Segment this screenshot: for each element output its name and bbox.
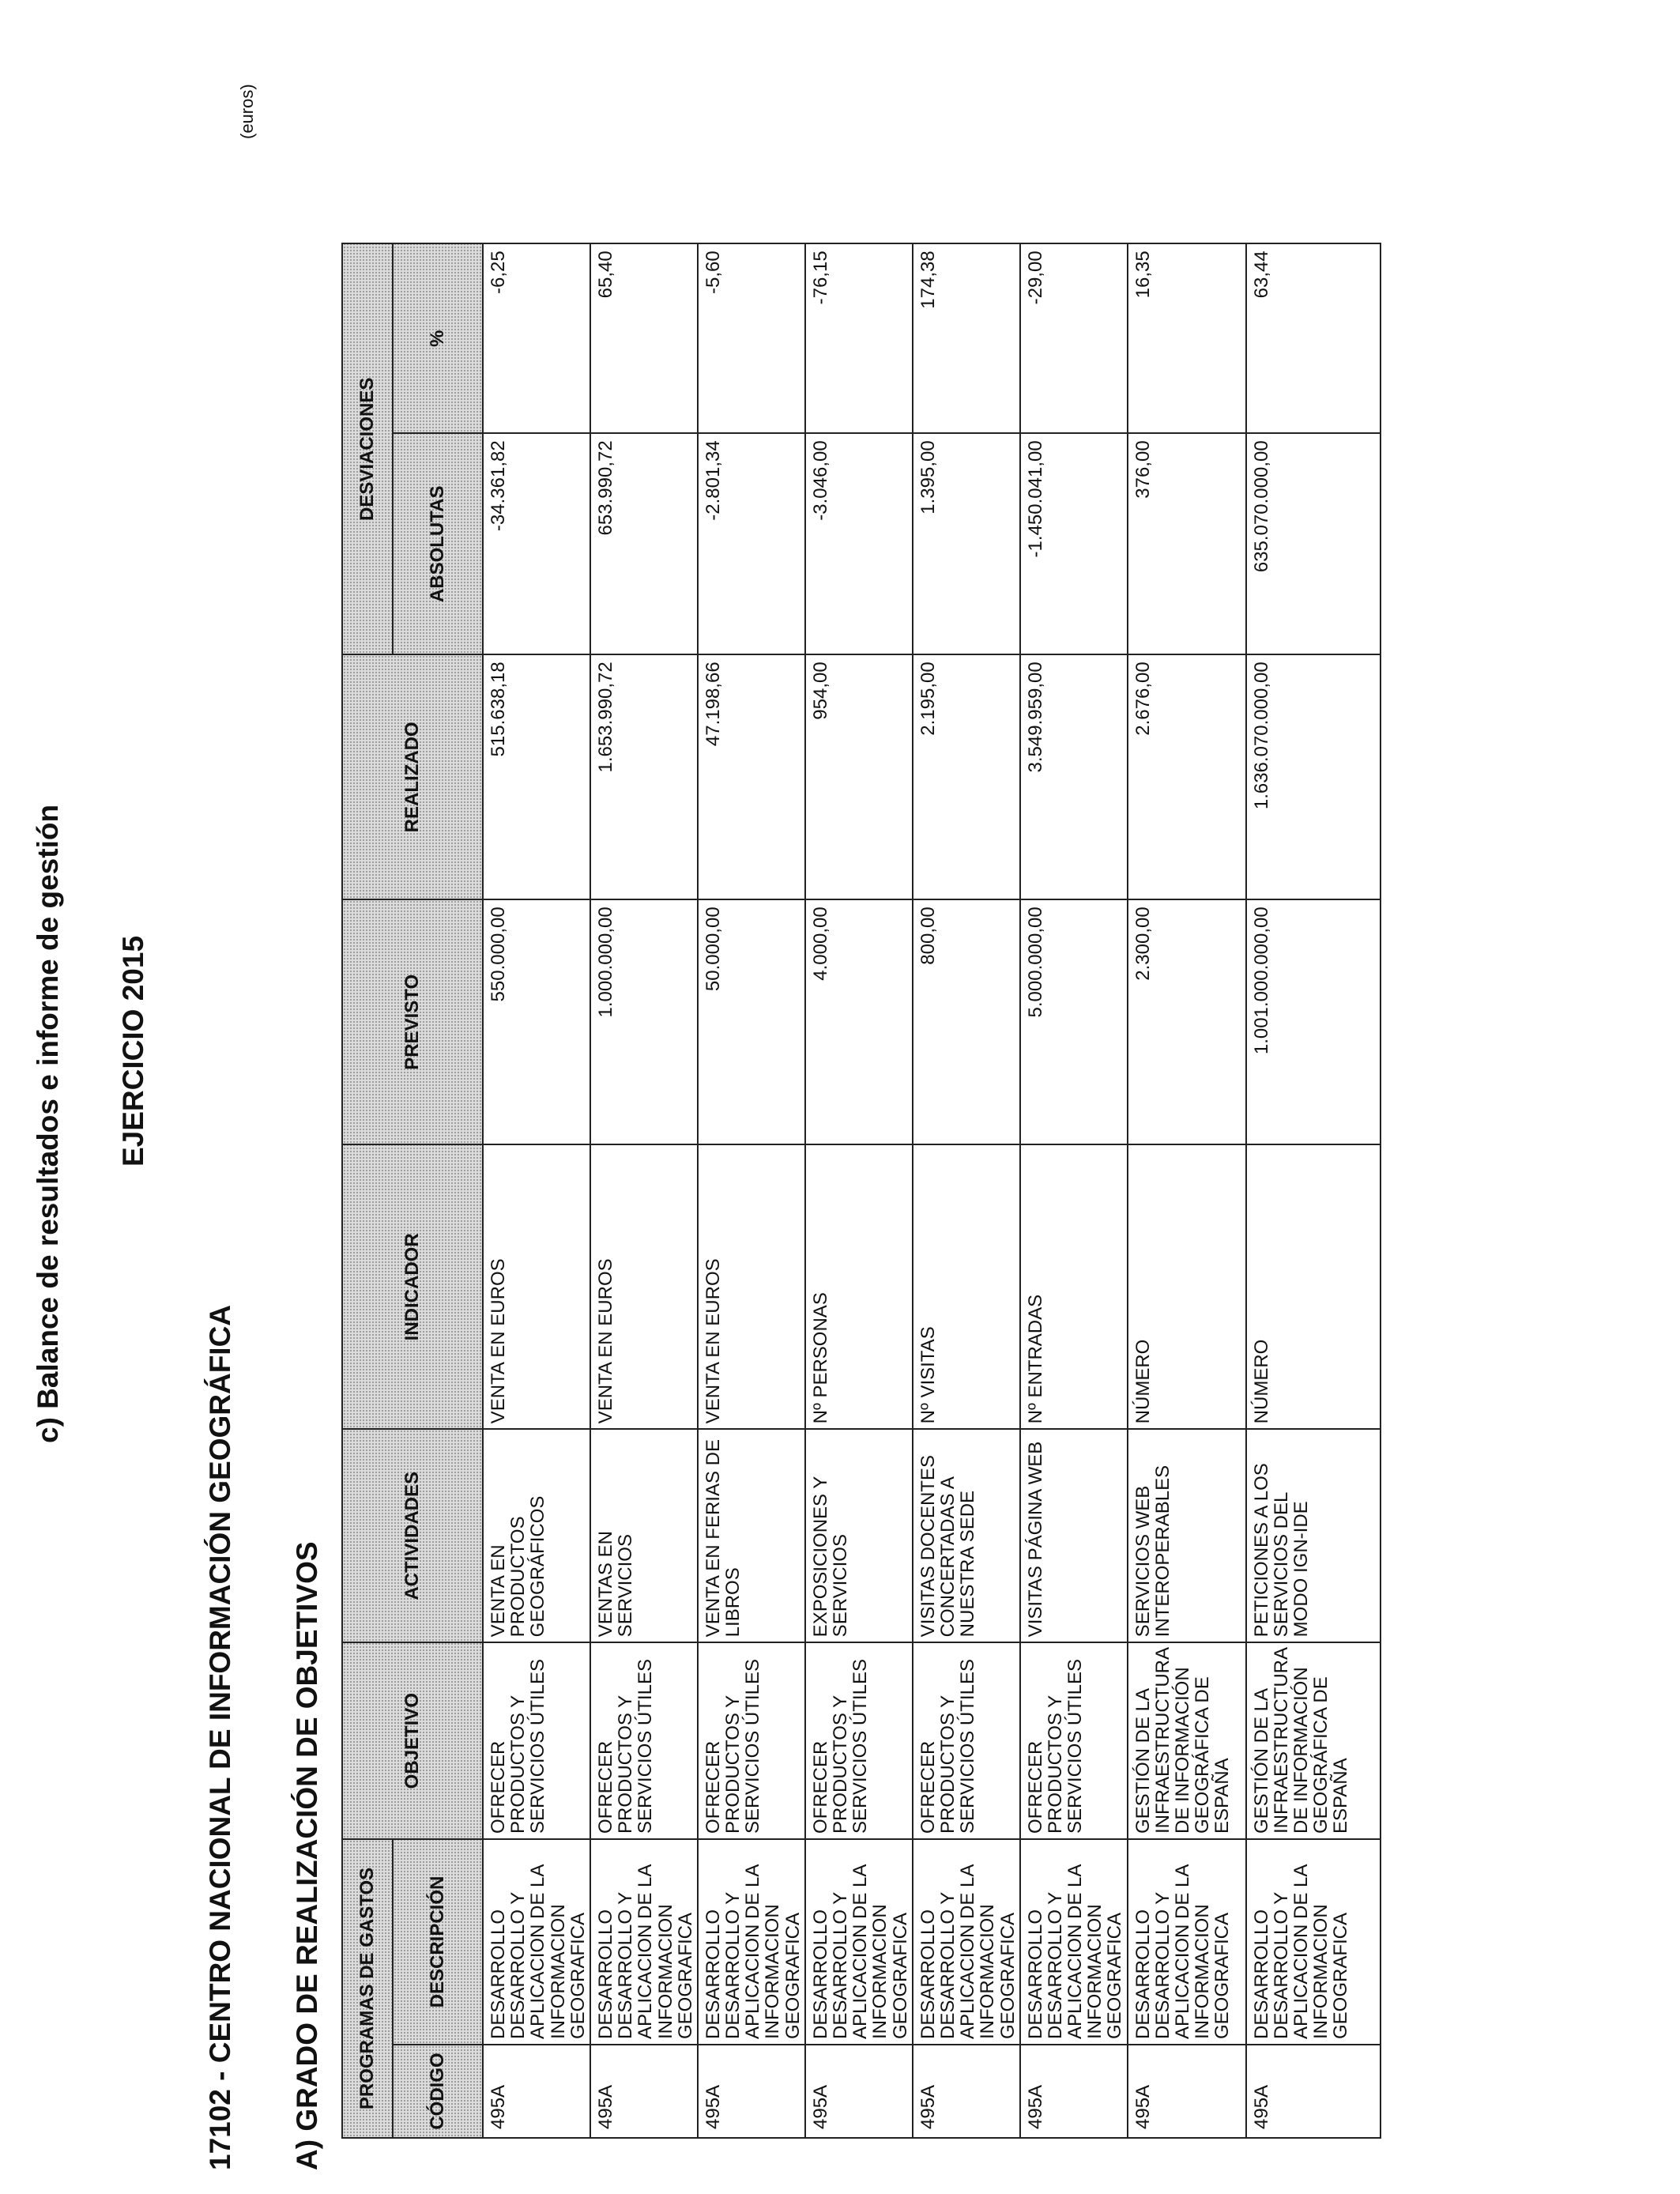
cell-pct: 65,40: [590, 243, 698, 433]
cell-descripcion: DESARROLLO DESARROLLO Y APLICACION DE LA INFORMACION GEOGRAFICA: [1246, 1839, 1381, 2045]
cell-actividades: SERVICIOS WEB INTEROPERABLES: [1128, 1429, 1246, 1642]
cell-objetivo: OFRECER PRODUCTOS Y SERVICIOS ÚTILES: [590, 1642, 698, 1839]
objectives-table: [341, 243, 1381, 2139]
cell-previsto: 50.000,00: [698, 899, 805, 1144]
cell-previsto: 4.000,00: [805, 899, 913, 1144]
cell-absolutas: -1.450.041,00: [1020, 433, 1128, 654]
cell-indicador: VENTA EN EUROS: [483, 1144, 590, 1429]
cell-pct: 174,38: [913, 243, 1020, 433]
table-row: [698, 243, 805, 2138]
table-row: [913, 243, 1020, 2138]
cell-codigo: 495A: [1020, 2045, 1128, 2138]
cell-realizado: 2.195,00: [913, 654, 1020, 899]
col-header-indicador: INDICADOR: [342, 1144, 483, 1429]
group-header-row: [342, 243, 393, 2138]
col-header-pct: %: [393, 243, 483, 433]
cell-realizado: 1.653.990,72: [590, 654, 698, 899]
table-row: [1246, 243, 1381, 2138]
cell-descripcion: DESARROLLO DESARROLLO Y APLICACION DE LA INFORMACION GEOGRAFICA: [1128, 1839, 1246, 2045]
cell-codigo: 495A: [590, 2045, 698, 2138]
cell-descripcion: DESARROLLO DESARROLLO Y APLICACION DE LA INFORMACION GEOGRAFICA: [1020, 1839, 1128, 2045]
cell-indicador: VENTA EN EUROS: [590, 1144, 698, 1429]
cell-objetivo: OFRECER PRODUCTOS Y SERVICIOS ÚTILES: [483, 1642, 590, 1839]
cell-realizado: 3.549.959,00: [1020, 654, 1128, 899]
cell-actividades: VISITAS DOCENTES CONCERTADAS A NUESTRA SEDE: [913, 1429, 1020, 1642]
cell-pct: -5,60: [698, 243, 805, 433]
cell-previsto: 2.300,00: [1128, 899, 1246, 1144]
fiscal-year-title: EJERCICIO 2015: [117, 935, 149, 1167]
cell-previsto: 1.000.000,00: [590, 899, 698, 1144]
cell-objetivo: GESTIÓN DE LA INFRAESTRUCTURA DE INFORMACIÓN GEOGRÁFICA DE ESPAÑA: [1128, 1642, 1246, 1839]
cell-codigo: 495A: [483, 2045, 590, 2138]
cell-previsto: 800,00: [913, 899, 1020, 1144]
col-header-objetivo: OBJETIVO: [342, 1642, 483, 1839]
cell-pct: 63,44: [1246, 243, 1381, 433]
cell-pct: -6,25: [483, 243, 590, 433]
entity-title: 17102 - CENTRO NACIONAL DE INFORMACIÓN GEOGRÁFICA: [204, 1304, 236, 2170]
cell-objetivo: OFRECER PRODUCTOS Y SERVICIOS ÚTILES: [913, 1642, 1020, 1839]
cell-absolutas: -34.361,82: [483, 433, 590, 654]
cell-actividades: VISITAS PÁGINA WEB: [1020, 1429, 1128, 1642]
cell-objetivo: OFRECER PRODUCTOS Y SERVICIOS ÚTILES: [1020, 1642, 1128, 1839]
cell-indicador: Nº VISITAS: [913, 1144, 1020, 1429]
group-header-desviaciones: DESVIACIONES: [342, 243, 393, 654]
table-row: [590, 243, 698, 2138]
col-header-actividades: ACTIVIDADES: [342, 1429, 483, 1642]
cell-indicador: Nº PERSONAS: [805, 1144, 913, 1429]
cell-actividades: VENTAS EN SERVICIOS: [590, 1429, 698, 1642]
cell-pct: -76,15: [805, 243, 913, 433]
cell-absolutas: -3.046,00: [805, 433, 913, 654]
col-header-previsto: PREVISTO: [342, 899, 483, 1144]
cell-actividades: VENTA EN FERIAS DE LIBROS: [698, 1429, 805, 1642]
group-header-programas: PROGRAMAS DE GASTOS: [342, 1839, 393, 2138]
cell-objetivo: OFRECER PRODUCTOS Y SERVICIOS ÚTILES: [698, 1642, 805, 1839]
table-row: [805, 243, 913, 2138]
col-header-codigo: CÓDIGO: [393, 2045, 483, 2138]
table-row: [1020, 243, 1128, 2138]
cell-indicador: Nº ENTRADAS: [1020, 1144, 1128, 1429]
col-header-absolutas: ABSOLUTAS: [393, 433, 483, 654]
cell-indicador: NÚMERO: [1246, 1144, 1381, 1429]
cell-descripcion: DESARROLLO DESARROLLO Y APLICACION DE LA INFORMACION GEOGRAFICA: [805, 1839, 913, 2045]
cell-realizado: 2.676,00: [1128, 654, 1246, 899]
report-subtitle: A) GRADO DE REALIZACIÓN DE OBJETIVOS: [291, 1541, 323, 2170]
cell-codigo: 495A: [1128, 2045, 1246, 2138]
cell-realizado: 954,00: [805, 654, 913, 899]
cell-actividades: PETICIONES A LOS SERVICIOS DEL MODO IGN-IDE: [1246, 1429, 1381, 1642]
cell-objetivo: GESTIÓN DE LA INFRAESTRUCTURA DE INFORMACIÓN GEOGRÁFICA DE ESPAÑA: [1246, 1642, 1381, 1839]
cell-absolutas: -2.801,34: [698, 433, 805, 654]
cell-codigo: 495A: [698, 2045, 805, 2138]
table-row: [483, 243, 590, 2138]
cell-previsto: 550.000,00: [483, 899, 590, 1144]
cell-descripcion: DESARROLLO DESARROLLO Y APLICACION DE LA INFORMACION GEOGRAFICA: [698, 1839, 805, 2045]
cell-indicador: VENTA EN EUROS: [698, 1144, 805, 1429]
cell-realizado: 47.198,66: [698, 654, 805, 899]
cell-codigo: 495A: [1246, 2045, 1381, 2138]
cell-descripcion: DESARROLLO DESARROLLO Y APLICACION DE LA INFORMACION GEOGRAFICA: [590, 1839, 698, 2045]
cell-actividades: EXPOSICIONES Y SERVICIOS: [805, 1429, 913, 1642]
cell-pct: 16,35: [1128, 243, 1246, 433]
section-title: c) Balance de resultados e informe de gestión: [32, 804, 64, 1443]
cell-realizado: 515.638,18: [483, 654, 590, 899]
cell-descripcion: DESARROLLO DESARROLLO Y APLICACION DE LA INFORMACION GEOGRAFICA: [483, 1839, 590, 2045]
cell-actividades: VENTA EN PRODUCTOS GEOGRÁFICOS: [483, 1429, 590, 1642]
cell-objetivo: OFRECER PRODUCTOS Y SERVICIOS ÚTILES: [805, 1642, 913, 1839]
cell-indicador: NÚMERO: [1128, 1144, 1246, 1429]
col-header-descripcion: DESCRIPCIÓN: [393, 1839, 483, 2045]
cell-absolutas: 1.395,00: [913, 433, 1020, 654]
cell-descripcion: DESARROLLO DESARROLLO Y APLICACION DE LA INFORMACION GEOGRAFICA: [913, 1839, 1020, 2045]
cell-previsto: 1.001.000.000,00: [1246, 899, 1381, 1144]
cell-realizado: 1.636.070.000,00: [1246, 654, 1381, 899]
table-row: [1128, 243, 1246, 2138]
cell-absolutas: 635.070.000,00: [1246, 433, 1381, 654]
col-header-realizado: REALIZADO: [342, 654, 483, 899]
cell-pct: -29,00: [1020, 243, 1128, 433]
cell-absolutas: 653.990,72: [590, 433, 698, 654]
cell-codigo: 495A: [913, 2045, 1020, 2138]
cell-absolutas: 376,00: [1128, 433, 1246, 654]
cell-codigo: 495A: [805, 2045, 913, 2138]
units-label: (euros): [237, 84, 257, 139]
cell-previsto: 5.000.000,00: [1020, 899, 1128, 1144]
